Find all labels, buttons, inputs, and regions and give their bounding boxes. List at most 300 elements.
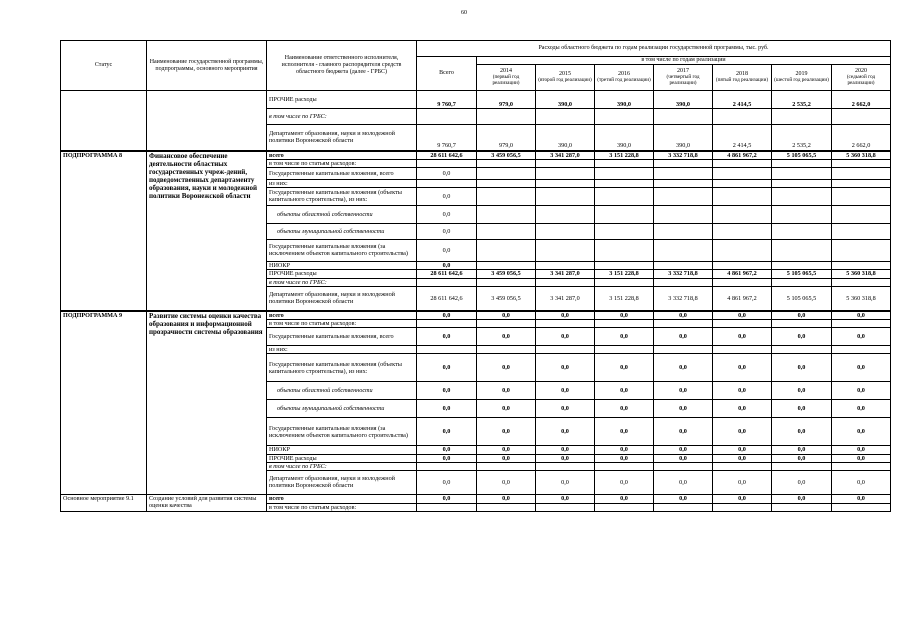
cell-value: 0,0 — [654, 418, 713, 446]
cell-value: 0,0 — [417, 494, 477, 503]
top_block-row — [61, 91, 891, 109]
row-label: ПРОЧИЕ расходы — [267, 91, 417, 109]
header-year-2020 — [832, 65, 891, 91]
cell-value: 0,0 — [713, 311, 772, 320]
cell-value — [595, 261, 654, 269]
cell-value: 0,0 — [832, 328, 891, 346]
cell-value: 0,0 — [417, 418, 477, 446]
cell-value — [772, 167, 832, 179]
cell-value — [536, 167, 595, 179]
cell-value: 0,0 — [595, 354, 654, 382]
cell-value: 5 105 065,5 — [772, 287, 832, 311]
cell-value: 0,0 — [772, 400, 832, 418]
year-label: 2020 — [855, 68, 867, 75]
cell-value — [832, 239, 891, 261]
cell-value: 0,0 — [654, 382, 713, 400]
cell-value: 0,0 — [595, 446, 654, 454]
cell-value: 0,0 — [477, 382, 536, 400]
year-label: 2016 — [618, 71, 630, 78]
cell-value: 0,0 — [654, 494, 713, 503]
cell-value: 0,0 — [417, 205, 477, 223]
cell-value: 3 341 287,0 — [536, 151, 595, 160]
cell-value — [536, 179, 595, 187]
row-label: из них: — [267, 346, 417, 354]
cell-value: 0,0 — [595, 470, 654, 494]
row-label: из них: — [267, 179, 417, 187]
cell-value — [477, 187, 536, 205]
cell-value: 0,0 — [595, 328, 654, 346]
cell-value: 2 414,5 — [713, 125, 772, 151]
cell-value — [477, 320, 536, 328]
cell-value: 2 662,0 — [832, 125, 891, 151]
cell-value — [595, 223, 654, 239]
cell-value: 0,0 — [417, 400, 477, 418]
cell-value — [536, 279, 595, 287]
cell-value — [477, 109, 536, 125]
cell-value: 28 611 642,6 — [417, 270, 477, 279]
row-label: всего — [267, 311, 417, 320]
cell-value — [654, 261, 713, 269]
cell-value — [713, 462, 772, 470]
header-year-2018 — [713, 65, 772, 91]
cell-value — [654, 462, 713, 470]
cell-value: 0,0 — [713, 354, 772, 382]
cell-value — [772, 279, 832, 287]
cell-value: 4 861 967,2 — [713, 270, 772, 279]
cell-value: 0,0 — [595, 454, 654, 462]
cell-value: 0,0 — [536, 311, 595, 320]
cell-value — [654, 187, 713, 205]
cell-value: 3 459 056,5 — [477, 270, 536, 279]
cell-value — [832, 279, 891, 287]
row-label: НИОКР — [267, 261, 417, 269]
sub9-status: ПОДПРОГРАММА 9 — [61, 311, 147, 495]
cell-value — [772, 320, 832, 328]
cell-value: 5 360 318,8 — [832, 151, 891, 160]
row-label: в том числе по ГРБС: — [267, 109, 417, 125]
header-status: Статус — [61, 41, 147, 91]
cell-value — [477, 167, 536, 179]
year-label: 2018 — [736, 71, 748, 78]
cell-value: 0,0 — [477, 354, 536, 382]
header-executor: Наименование ответственного исполнителя, исполнителя - главного распорядителя средств областного бюджета (далее - ГРБС) — [267, 41, 417, 91]
cell-value — [595, 346, 654, 354]
row-label: Департамент образования, науки и молодежной политики Воронежской области — [267, 125, 417, 151]
cell-value: 0,0 — [654, 400, 713, 418]
cell-value: 0,0 — [536, 470, 595, 494]
year-note: (четвертый год реализации) — [666, 73, 700, 86]
cell-value — [832, 320, 891, 328]
cell-value — [713, 346, 772, 354]
cell-value — [477, 239, 536, 261]
row-label: всего — [267, 151, 417, 160]
cell-value — [832, 503, 891, 511]
cell-value — [713, 503, 772, 511]
cell-value — [477, 462, 536, 470]
cell-value: 0,0 — [417, 261, 477, 269]
cell-value: 5 360 318,8 — [832, 287, 891, 311]
cell-value: 0,0 — [595, 418, 654, 446]
row-label: в том числе по ГРБС: — [267, 279, 417, 287]
cell-value: 0,0 — [654, 446, 713, 454]
cell-value: 9 760,7 — [417, 91, 477, 109]
row-label: в том числе по ГРБС: — [267, 462, 417, 470]
year-label: 2017 — [677, 68, 689, 75]
cell-value: 3 332 718,8 — [654, 270, 713, 279]
cell-value — [477, 346, 536, 354]
cell-value — [536, 320, 595, 328]
cell-value — [417, 462, 477, 470]
cell-value: 390,0 — [536, 125, 595, 151]
cell-value — [417, 109, 477, 125]
cell-value — [713, 167, 772, 179]
cell-value: 0,0 — [595, 400, 654, 418]
cell-value — [654, 223, 713, 239]
cell-value: 3 341 287,0 — [536, 287, 595, 311]
cell-value — [772, 261, 832, 269]
cell-value: 390,0 — [595, 125, 654, 151]
cell-value: 0,0 — [417, 382, 477, 400]
cell-value — [654, 239, 713, 261]
cell-value — [417, 346, 477, 354]
cell-value — [595, 187, 654, 205]
row-label: объекты муниципальной собственности — [267, 400, 417, 418]
cell-value: 0,0 — [536, 328, 595, 346]
budget-table — [60, 40, 891, 512]
cell-value — [832, 261, 891, 269]
cell-value — [477, 503, 536, 511]
header-year-2015 — [536, 65, 595, 91]
main91-name: Создание условий для развития системы оценки качества — [147, 494, 267, 511]
cell-value — [654, 279, 713, 287]
cell-value: 0,0 — [595, 311, 654, 320]
header-year-2017 — [654, 65, 713, 91]
cell-value: 0,0 — [713, 470, 772, 494]
cell-value: 3 151 228,8 — [595, 270, 654, 279]
cell-value: 5 360 318,8 — [832, 270, 891, 279]
cell-value: 5 105 065,5 — [772, 151, 832, 160]
cell-value: 0,0 — [536, 446, 595, 454]
cell-value: 2 662,0 — [832, 91, 891, 109]
cell-value: 0,0 — [654, 354, 713, 382]
cell-value — [832, 109, 891, 125]
cell-value: 0,0 — [417, 223, 477, 239]
cell-value — [595, 205, 654, 223]
cell-value: 0,0 — [477, 400, 536, 418]
cell-value: 390,0 — [536, 91, 595, 109]
row-label: объекты муниципальной собственности — [267, 223, 417, 239]
header-year-2019 — [772, 65, 832, 91]
cell-value: 0,0 — [536, 400, 595, 418]
cell-value: 0,0 — [417, 239, 477, 261]
cell-value: 0,0 — [832, 494, 891, 503]
cell-value — [536, 205, 595, 223]
cell-value — [595, 462, 654, 470]
year-note: (третий год реализации) — [597, 76, 651, 83]
cell-value: 4 861 967,2 — [713, 287, 772, 311]
cell-value: 0,0 — [417, 167, 477, 179]
cell-value: 0,0 — [536, 382, 595, 400]
cell-value — [536, 109, 595, 125]
cell-value — [713, 261, 772, 269]
cell-value — [832, 159, 891, 167]
cell-value: 0,0 — [832, 454, 891, 462]
cell-value: 0,0 — [772, 470, 832, 494]
cell-value — [654, 109, 713, 125]
cell-value: 0,0 — [832, 400, 891, 418]
cell-value: 0,0 — [595, 382, 654, 400]
cell-value: 0,0 — [477, 470, 536, 494]
cell-value — [772, 462, 832, 470]
cell-value: 0,0 — [713, 454, 772, 462]
cell-value: 5 105 065,5 — [772, 270, 832, 279]
cell-value: 3 459 056,5 — [477, 287, 536, 311]
cell-value: 3 332 718,8 — [654, 287, 713, 311]
cell-value: 0,0 — [713, 400, 772, 418]
cell-value — [832, 187, 891, 205]
header-program-name: Наименование государственной программы, подпрограммы, основного мероприятия — [147, 41, 267, 91]
cell-value: 0,0 — [772, 382, 832, 400]
cell-value: 9 760,7 — [417, 125, 477, 151]
row-label: объекты областной собственности — [267, 205, 417, 223]
row-label: Государственные капитальные вложения (объекты капитального строительства), из них: — [267, 354, 417, 382]
cell-value: 0,0 — [772, 494, 832, 503]
cell-value — [832, 223, 891, 239]
row-label: Государственные капитальные вложения (объекты капитального строительства), из них: — [267, 187, 417, 205]
sub8-name: Финансовое обеспечение деятельности областных государственных учреж-дений, подведомственных департаменту образования, науки и молодежной политики Воронежской области — [147, 151, 267, 311]
cell-value — [477, 205, 536, 223]
cell-value: 0,0 — [417, 187, 477, 205]
cell-value — [595, 239, 654, 261]
cell-value: 2 535,2 — [772, 125, 832, 151]
cell-value: 0,0 — [713, 382, 772, 400]
row-label: в том числе по статьям расходов: — [267, 503, 417, 511]
row-label: Департамент образования, науки и молодежной политики Воронежской области — [267, 470, 417, 494]
cell-value — [772, 346, 832, 354]
cell-value — [772, 179, 832, 187]
row-label: Государственные капитальные вложения, всего — [267, 328, 417, 346]
cell-value: 0,0 — [772, 454, 832, 462]
sub8-status: ПОДПРОГРАММА 8 — [61, 151, 147, 311]
cell-value — [477, 279, 536, 287]
year-note: (пятый год реализации) — [715, 76, 769, 83]
cell-value — [654, 179, 713, 187]
cell-value — [772, 187, 832, 205]
cell-value: 0,0 — [772, 446, 832, 454]
cell-value — [595, 109, 654, 125]
cell-value — [595, 159, 654, 167]
header-by-years: в том числе по годам реализации — [477, 57, 891, 65]
year-note: (седьмой год реализации) — [846, 73, 876, 86]
row-label: в том числе по статьям расходов: — [267, 320, 417, 328]
cell-value — [832, 205, 891, 223]
cell-value: 0,0 — [713, 494, 772, 503]
cell-value: 28 611 642,6 — [417, 151, 477, 160]
row-label: Государственные капитальные вложения, всего — [267, 167, 417, 179]
cell-value: 0,0 — [477, 446, 536, 454]
cell-value — [772, 223, 832, 239]
cell-value: 0,0 — [477, 494, 536, 503]
cell-value: 2 414,5 — [713, 91, 772, 109]
cell-value — [595, 167, 654, 179]
row-label: Государственные капитальные вложения (за исключением объектов капитального строительства) — [267, 418, 417, 446]
cell-value — [595, 503, 654, 511]
cell-value: 0,0 — [832, 311, 891, 320]
cell-value — [477, 179, 536, 187]
cell-value — [713, 223, 772, 239]
cell-value: 0,0 — [772, 418, 832, 446]
cell-value — [654, 320, 713, 328]
cell-value: 0,0 — [832, 382, 891, 400]
cell-value: 0,0 — [477, 328, 536, 346]
cell-value — [417, 320, 477, 328]
cell-value: 3 151 228,8 — [595, 287, 654, 311]
cell-value: 0,0 — [417, 354, 477, 382]
year-note: (шестой год реализации) — [774, 76, 829, 83]
cell-value: 0,0 — [713, 418, 772, 446]
cell-value — [654, 346, 713, 354]
cell-value — [772, 109, 832, 125]
year-label: 2015 — [559, 71, 571, 78]
cell-value: 0,0 — [417, 454, 477, 462]
cell-value — [417, 159, 477, 167]
cell-value — [654, 503, 713, 511]
sub8-row — [61, 151, 891, 160]
cell-value: 0,0 — [654, 311, 713, 320]
cell-value: 3 332 718,8 — [654, 151, 713, 160]
sub9-name: Развитие системы оценки качества образования и информационной прозрачности системы образования — [147, 311, 267, 495]
cell-value — [713, 179, 772, 187]
cell-value: 0,0 — [417, 470, 477, 494]
header-year-2014 — [477, 65, 536, 91]
cell-value — [536, 223, 595, 239]
cell-value: 390,0 — [595, 91, 654, 109]
cell-value — [536, 239, 595, 261]
page-number: 60 — [461, 10, 467, 16]
cell-value — [536, 346, 595, 354]
cell-value: 0,0 — [654, 454, 713, 462]
cell-value — [654, 167, 713, 179]
cell-value: 3 151 228,8 — [595, 151, 654, 160]
cell-value — [713, 320, 772, 328]
cell-value: 3 459 056,5 — [477, 151, 536, 160]
cell-value — [772, 239, 832, 261]
cell-value — [713, 239, 772, 261]
cell-value: 390,0 — [654, 125, 713, 151]
cell-value — [832, 346, 891, 354]
cell-value — [595, 179, 654, 187]
cell-value: 0,0 — [832, 446, 891, 454]
year-note: (первый год реализации) — [492, 73, 520, 86]
cell-value: 979,0 — [477, 91, 536, 109]
cell-value: 4 861 967,2 — [713, 151, 772, 160]
cell-value: 0,0 — [832, 418, 891, 446]
row-label: ПРОЧИЕ расходы — [267, 270, 417, 279]
cell-value — [772, 159, 832, 167]
cell-value: 0,0 — [536, 418, 595, 446]
cell-value: 0,0 — [713, 446, 772, 454]
cell-value — [477, 261, 536, 269]
cell-value: 0,0 — [595, 494, 654, 503]
cell-value — [772, 503, 832, 511]
cell-value: 0,0 — [536, 494, 595, 503]
cell-value — [477, 223, 536, 239]
cell-value — [536, 187, 595, 205]
cell-value: 0,0 — [477, 418, 536, 446]
cell-value: 0,0 — [654, 470, 713, 494]
cell-value — [654, 159, 713, 167]
row-label: объекты областной собственности — [267, 382, 417, 400]
cell-value: 0,0 — [654, 328, 713, 346]
cell-value: 979,0 — [477, 125, 536, 151]
cell-value — [713, 187, 772, 205]
row-label: в том числе по статьям расходов: — [267, 159, 417, 167]
cell-value: 0,0 — [417, 446, 477, 454]
row-label: НИОКР — [267, 446, 417, 454]
cell-value: 0,0 — [772, 328, 832, 346]
cell-value — [713, 109, 772, 125]
cell-value: 0,0 — [536, 454, 595, 462]
cell-value — [595, 320, 654, 328]
cell-value: 0,0 — [713, 328, 772, 346]
cell-value — [772, 205, 832, 223]
cell-value: 0,0 — [417, 311, 477, 320]
cell-value — [654, 205, 713, 223]
cell-value — [417, 179, 477, 187]
cell-value — [713, 279, 772, 287]
cell-value — [536, 159, 595, 167]
cell-value — [536, 462, 595, 470]
row-label: Государственные капитальные вложения (за исключением объектов капитального строительства) — [267, 239, 417, 261]
year-label: 2014 — [500, 68, 512, 75]
main91-row — [61, 494, 891, 503]
cell-value — [832, 462, 891, 470]
cell-value — [536, 503, 595, 511]
row-label: всего — [267, 494, 417, 503]
year-note: (второй год реализации) — [538, 76, 592, 83]
cell-value: 28 611 642,6 — [417, 287, 477, 311]
cell-value — [713, 159, 772, 167]
header-year-2016 — [595, 65, 654, 91]
cell-value — [595, 279, 654, 287]
cell-value: 0,0 — [477, 454, 536, 462]
cell-value — [417, 503, 477, 511]
top_block-name — [147, 91, 267, 151]
cell-value: 0,0 — [772, 354, 832, 382]
cell-value — [536, 261, 595, 269]
cell-value: 2 535,2 — [772, 91, 832, 109]
cell-value — [713, 205, 772, 223]
year-label: 2019 — [795, 71, 808, 78]
cell-value — [832, 167, 891, 179]
main91-status: Основное мероприятие 9.1 — [61, 494, 147, 511]
cell-value: 0,0 — [772, 311, 832, 320]
header-expenses: Расходы областного бюджета по годам реализации государственной программы, тыс. руб. — [417, 41, 891, 57]
row-label: ПРОЧИЕ расходы — [267, 454, 417, 462]
cell-value: 3 341 287,0 — [536, 270, 595, 279]
cell-value: 0,0 — [417, 328, 477, 346]
cell-value: 390,0 — [654, 91, 713, 109]
cell-value — [477, 159, 536, 167]
cell-value: 0,0 — [536, 354, 595, 382]
cell-value: 0,0 — [477, 311, 536, 320]
row-label: Департамент образования, науки и молодежной политики Воронежской области — [267, 287, 417, 311]
cell-value — [832, 179, 891, 187]
cell-value: 0,0 — [832, 470, 891, 494]
cell-value — [417, 279, 477, 287]
sub9-row — [61, 311, 891, 320]
header-total: Всего — [417, 57, 477, 91]
